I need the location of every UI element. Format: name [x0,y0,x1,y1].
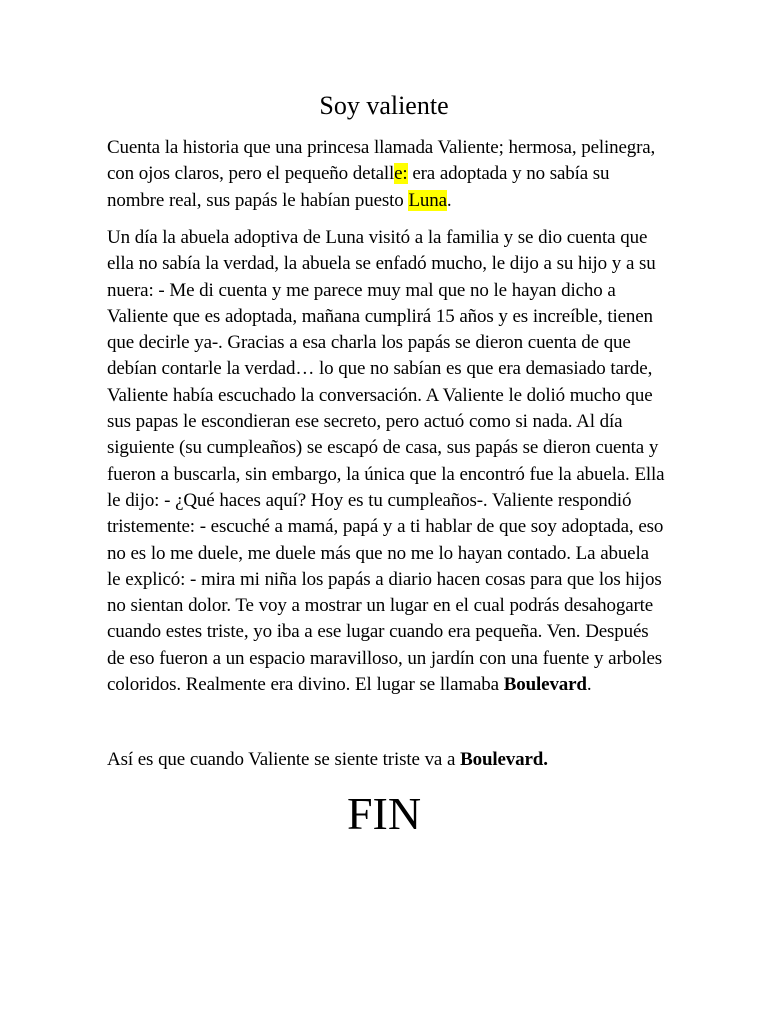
paragraph-story-end: . [586,674,592,696]
paragraph-intro-end: . [446,189,452,211]
highlighted-text: e: [394,163,408,185]
paragraph-story-text: Un día la abuela adoptiva de Luna visitó a la familia y se dio cuenta que ella no sabía la verdad, la abuela se enfadó mucho, le dijo a su hijo y a su nuera: - Me di cuenta y me parece muy mal que no le hayan dicho a Valiente que es adoptada, mañana cumplirá 15 años y es increíble, tienen que decirle ya-. Gracias a esa charla los papás se dieron cuenta de que debían contarle la verdad… lo que no sabían es que era demasiado tarde, Valiente había escuchado la conversación. A Valiente le dolió mucho que sus papas le escondieran ese secreto, pero actuó como si nada. Al día siguiente (su cumpleaños) se escapó de casa, sus papás se dieron cuenta y fueron a buscarla, sin embargo, la única que la encontró fue la abuela. Ella le dijo: - ¿Qué haces aquí? Hoy es tu cumpleaños-. Valiente respondió tristemente: - escuché a mamá, papá y a ti hablar de que soy adoptada, eso no es lo me duele, me duele más que no me lo hayan contado. La abuela le explicó: - mira mi niña los papás a diario hacen cosas para que los hijos no sientan dolor. Te voy a mostrar un lugar en el cual podrás desahogarte cuando estes triste, yo iba a ese lugar cuando era pequeña. Ven. Después de eso fueron a un espacio maravilloso, un jardín con una fuente y arboles coloridos. Realmente era divino. El lugar se llamaba [107,227,665,696]
highlighted-name: Luna [408,189,447,211]
document-title: Soy valiente [319,91,449,120]
paragraph-closing [107,747,667,773]
paragraph-intro-text: Cuenta la historia que una princesa llamada Valiente; hermosa, pelinegra, con ojos claros, pero el pequeño detall [107,137,656,185]
paragraph-intro [107,135,667,214]
bold-place-name: Boulevard [503,674,587,696]
bold-place-name-closing: Boulevard. [460,749,548,770]
paragraph-story [107,225,667,698]
paragraph-closing-text: Así es que cuando Valiente se siente triste va a [107,749,461,770]
paragraph-intro-text-2: era adoptada y no sabía su nombre real, sus papás le habían puesto [107,163,610,211]
end-marker: FIN [346,788,422,839]
